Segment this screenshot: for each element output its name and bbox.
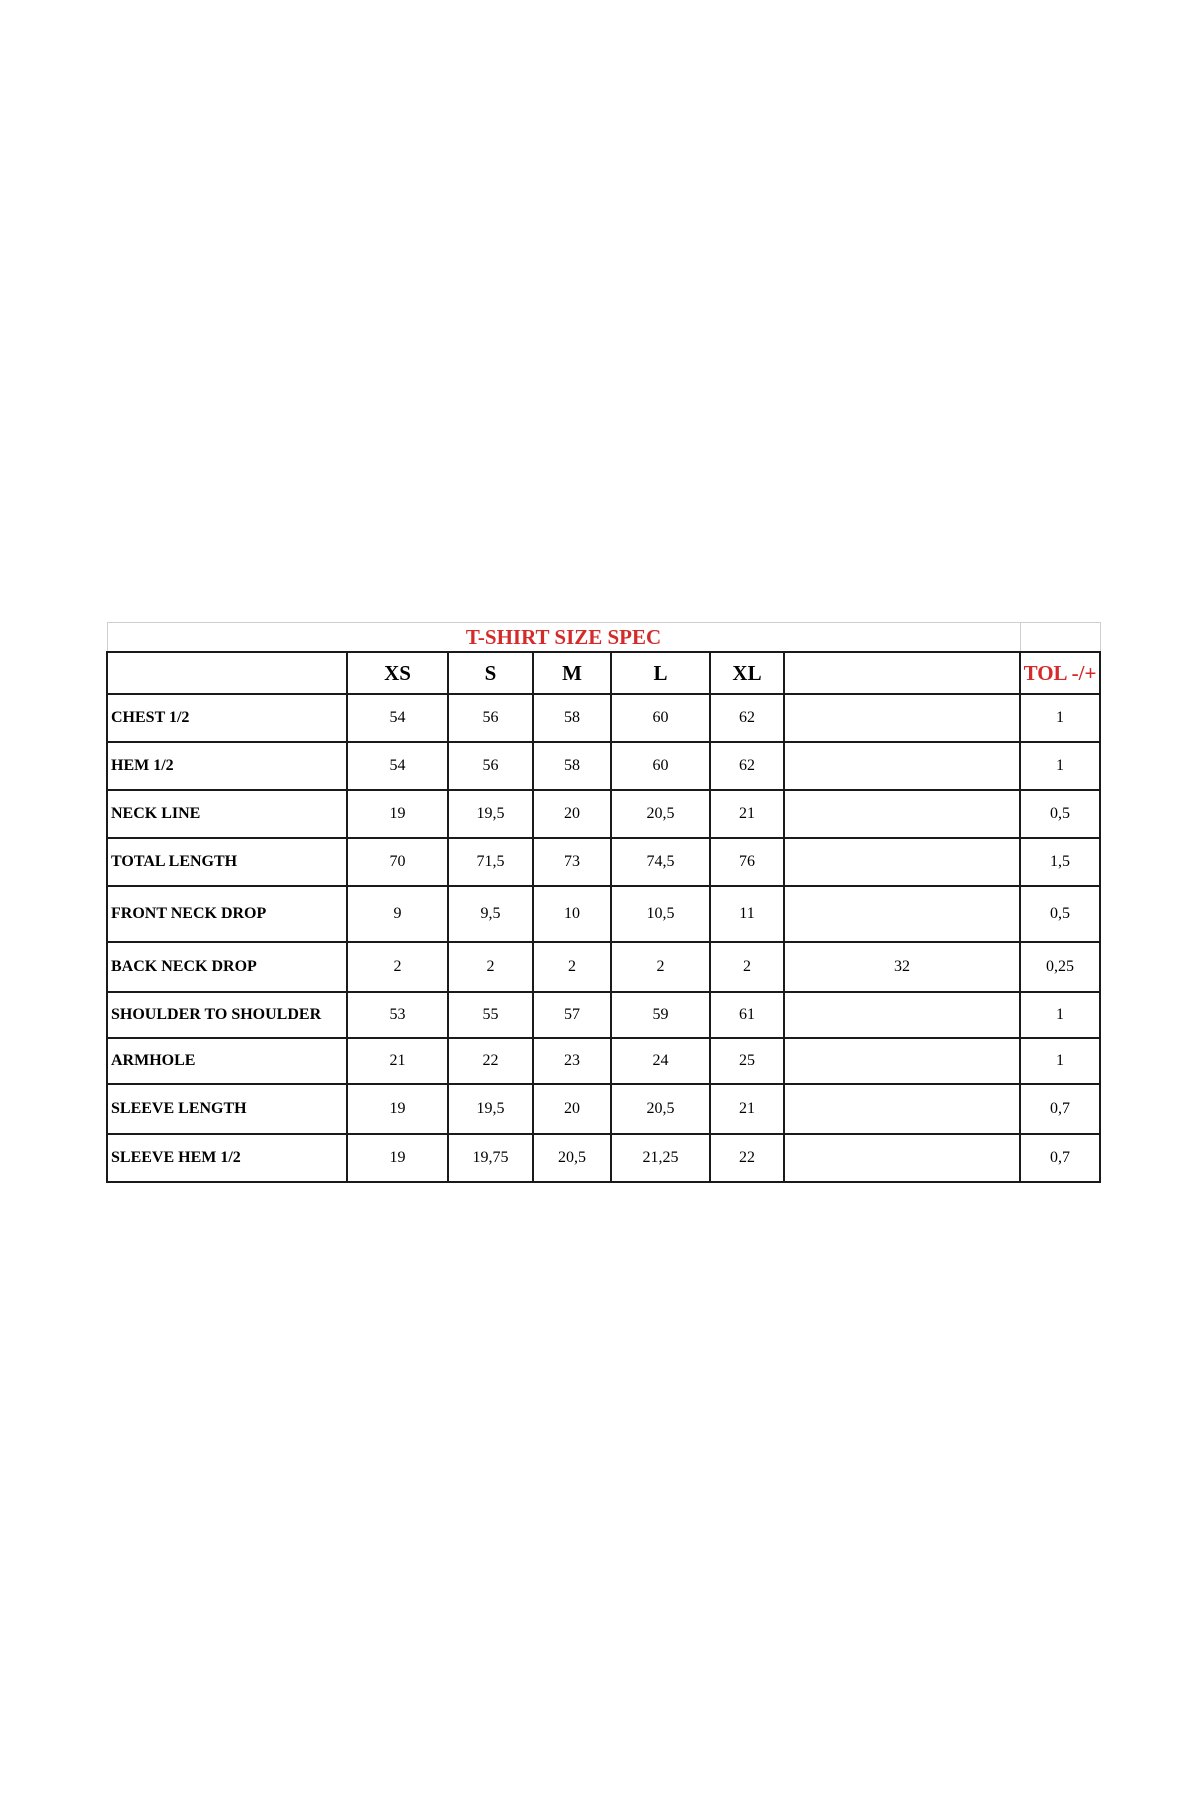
table-row xyxy=(107,838,1100,886)
table-title: T-SHIRT SIZE SPEC xyxy=(107,623,1020,653)
value-m: 20 xyxy=(533,790,611,838)
table-row xyxy=(107,1134,1100,1182)
tolerance-value: 0,5 xyxy=(1020,886,1100,942)
extra-value xyxy=(784,694,1020,742)
size-header-xs: XS xyxy=(347,652,448,694)
value-m: 20,5 xyxy=(533,1134,611,1182)
value-s: 71,5 xyxy=(448,838,533,886)
tolerance-value: 1 xyxy=(1020,742,1100,790)
table-row xyxy=(107,992,1100,1038)
value-xs: 53 xyxy=(347,992,448,1038)
extra-value xyxy=(784,992,1020,1038)
measurement-label: CHEST 1/2 xyxy=(107,694,347,742)
measurement-label: SLEEVE LENGTH xyxy=(107,1084,347,1134)
tolerance-value: 0,5 xyxy=(1020,790,1100,838)
measurement-label: SLEEVE HEM 1/2 xyxy=(107,1134,347,1182)
measurement-label: NECK LINE xyxy=(107,790,347,838)
value-xs: 19 xyxy=(347,790,448,838)
table-row xyxy=(107,1038,1100,1084)
measurement-label: SHOULDER TO SHOULDER xyxy=(107,992,347,1038)
extra-value xyxy=(784,1038,1020,1084)
value-l: 24 xyxy=(611,1038,710,1084)
extra-value xyxy=(784,742,1020,790)
table-row xyxy=(107,790,1100,838)
value-s: 9,5 xyxy=(448,886,533,942)
tolerance-value: 0,7 xyxy=(1020,1134,1100,1182)
value-xl: 2 xyxy=(710,942,784,992)
value-s: 19,5 xyxy=(448,1084,533,1134)
extra-value: 32 xyxy=(784,942,1020,992)
size-header-l: L xyxy=(611,652,710,694)
title-row xyxy=(107,623,1100,653)
value-xl: 62 xyxy=(710,694,784,742)
value-xs: 19 xyxy=(347,1134,448,1182)
extra-value xyxy=(784,1134,1020,1182)
extra-value xyxy=(784,886,1020,942)
value-l: 59 xyxy=(611,992,710,1038)
measurement-label: BACK NECK DROP xyxy=(107,942,347,992)
tolerance-value: 1 xyxy=(1020,694,1100,742)
value-xs: 21 xyxy=(347,1038,448,1084)
tolerance-value: 0,7 xyxy=(1020,1084,1100,1134)
value-s: 22 xyxy=(448,1038,533,1084)
value-m: 58 xyxy=(533,694,611,742)
tolerance-header: TOL -/+ xyxy=(1020,652,1100,694)
value-l: 20,5 xyxy=(611,790,710,838)
value-s: 19,75 xyxy=(448,1134,533,1182)
value-xs: 70 xyxy=(347,838,448,886)
table-row xyxy=(107,886,1100,942)
value-l: 60 xyxy=(611,742,710,790)
value-xl: 62 xyxy=(710,742,784,790)
tolerance-title-cell xyxy=(1020,623,1100,653)
extra-value xyxy=(784,838,1020,886)
value-m: 20 xyxy=(533,1084,611,1134)
size-spec-table xyxy=(106,622,1101,1183)
size-header-s: S xyxy=(448,652,533,694)
extra-value xyxy=(784,1084,1020,1134)
measurement-label: HEM 1/2 xyxy=(107,742,347,790)
value-m: 10 xyxy=(533,886,611,942)
tolerance-value: 1,5 xyxy=(1020,838,1100,886)
measurement-header-cell xyxy=(107,652,347,694)
value-l: 20,5 xyxy=(611,1084,710,1134)
value-xs: 9 xyxy=(347,886,448,942)
measurement-label: TOTAL LENGTH xyxy=(107,838,347,886)
value-l: 21,25 xyxy=(611,1134,710,1182)
value-m: 58 xyxy=(533,742,611,790)
table-row xyxy=(107,942,1100,992)
value-xl: 11 xyxy=(710,886,784,942)
value-xl: 76 xyxy=(710,838,784,886)
tolerance-value: 1 xyxy=(1020,1038,1100,1084)
value-m: 57 xyxy=(533,992,611,1038)
measurement-label: FRONT NECK DROP xyxy=(107,886,347,942)
value-xl: 22 xyxy=(710,1134,784,1182)
value-xl: 61 xyxy=(710,992,784,1038)
value-s: 56 xyxy=(448,694,533,742)
value-m: 2 xyxy=(533,942,611,992)
value-xs: 19 xyxy=(347,1084,448,1134)
extra-header-cell xyxy=(784,652,1020,694)
table-row xyxy=(107,742,1100,790)
table-row xyxy=(107,1084,1100,1134)
value-l: 74,5 xyxy=(611,838,710,886)
size-header-xl: XL xyxy=(710,652,784,694)
value-xl: 21 xyxy=(710,1084,784,1134)
value-m: 73 xyxy=(533,838,611,886)
value-xs: 54 xyxy=(347,694,448,742)
value-xs: 54 xyxy=(347,742,448,790)
value-l: 60 xyxy=(611,694,710,742)
value-s: 19,5 xyxy=(448,790,533,838)
tolerance-value: 0,25 xyxy=(1020,942,1100,992)
tolerance-value: 1 xyxy=(1020,992,1100,1038)
value-xl: 25 xyxy=(710,1038,784,1084)
size-header-m: M xyxy=(533,652,611,694)
value-xl: 21 xyxy=(710,790,784,838)
extra-value xyxy=(784,790,1020,838)
value-xs: 2 xyxy=(347,942,448,992)
table-row xyxy=(107,694,1100,742)
value-l: 10,5 xyxy=(611,886,710,942)
size-header-row xyxy=(107,652,1100,694)
value-s: 2 xyxy=(448,942,533,992)
value-m: 23 xyxy=(533,1038,611,1084)
measurement-label: ARMHOLE xyxy=(107,1038,347,1084)
value-s: 56 xyxy=(448,742,533,790)
value-s: 55 xyxy=(448,992,533,1038)
value-l: 2 xyxy=(611,942,710,992)
